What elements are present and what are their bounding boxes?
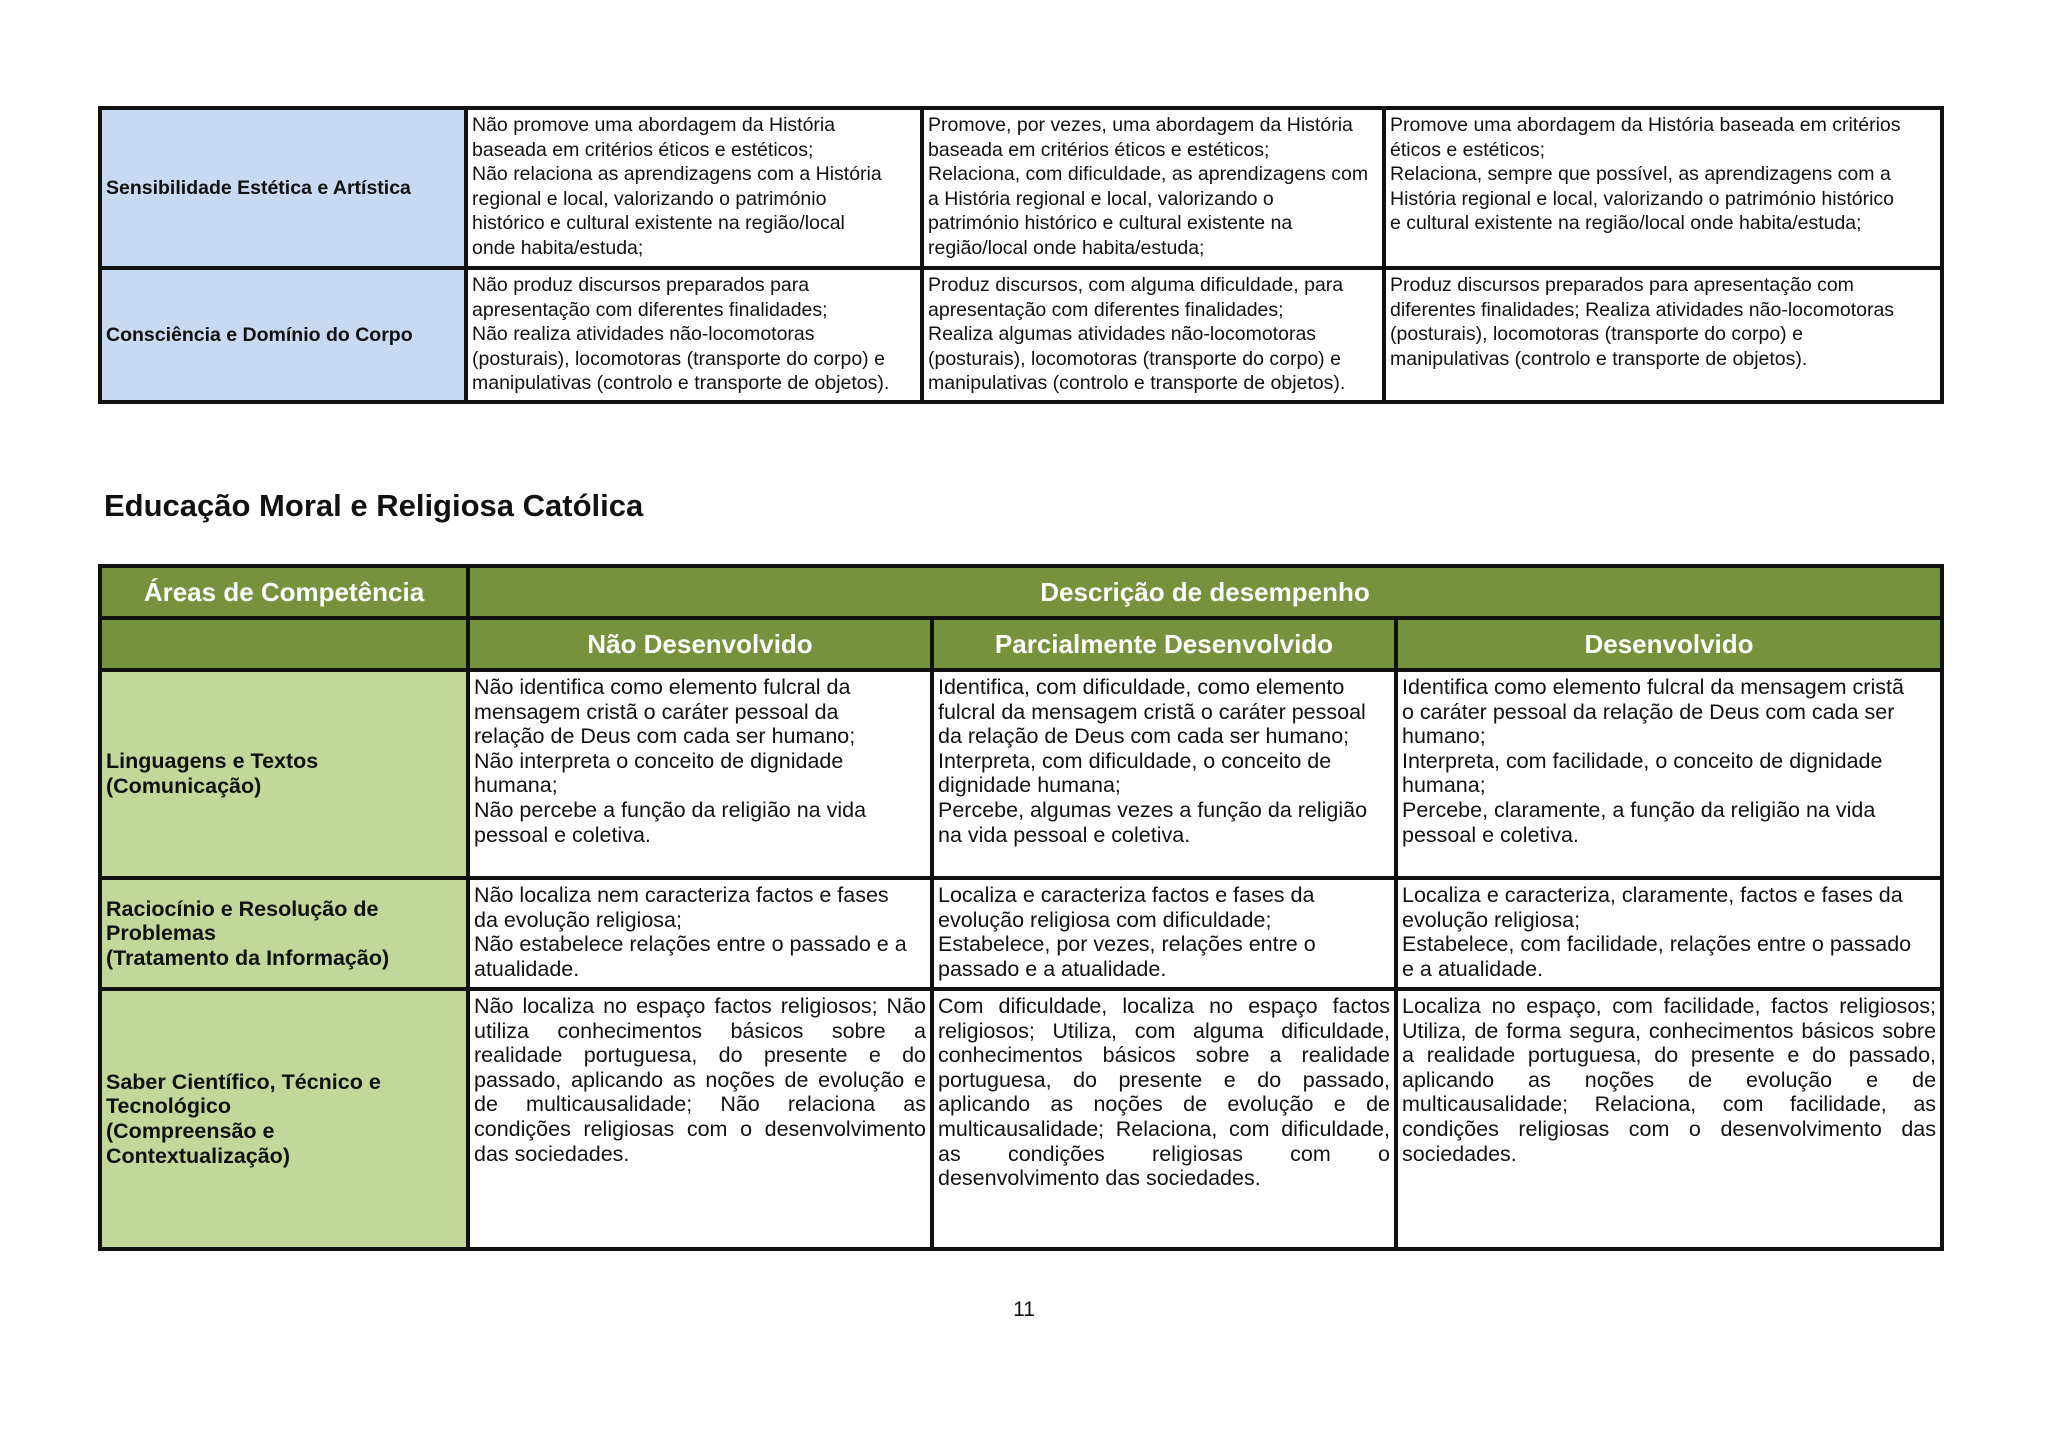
area-label: Saber Científico, Técnico e Tecnológico (Compreensão e Contextualização) — [100, 989, 468, 1249]
levels-row — [100, 618, 1942, 670]
competency-table-continued — [98, 106, 1944, 404]
developed-cell: Localiza no espaço, com facilidade, factos religiosos; Utiliza, de forma segura, conhecimentos básicos sobre a realidade portuguesa, do presente e do passado, aplicando as noções de evolução e de multicausalidade; Relaciona, com facilidade, as condições religiosas com o desenvolvimento das sociedades. — [1396, 989, 1942, 1249]
table-row — [100, 268, 1942, 402]
partially-developed-cell: Produz discursos, com alguma dificuldade, para apresentação com diferentes finalidades; Realiza algumas atividades não-locomotoras (posturais), locomotoras (transporte do corpo) e manipulativas (controlo e transporte de objetos). — [922, 268, 1384, 402]
developed-cell: Localiza e caracteriza, claramente, factos e fases da evolução religiosa; Estabelece, com facilidade, relações entre o passado e a atualidade. — [1396, 878, 1942, 989]
section-title: Educação Moral e Religiosa Católica — [104, 488, 644, 523]
empty-header — [100, 618, 468, 670]
table-row — [100, 878, 1942, 989]
not-developed-cell: Não promove uma abordagem da História baseada em critérios éticos e estéticos; Não relaciona as aprendizagens com a História regional e local, valorizando o património histórico e cultural existente na região/local onde habita/estuda; — [466, 108, 922, 268]
table-row — [100, 670, 1942, 878]
not-developed-cell: Não localiza no espaço factos religiosos; Não utiliza conhecimentos básicos sobre a realidade portuguesa, do presente e do passado, aplicando as noções de evolução e de multicausalidade; Não relaciona as condições religiosas com o desenvolvimento das sociedades. — [468, 989, 932, 1249]
level-not-developed: Não Desenvolvido — [468, 618, 932, 670]
partially-developed-cell: Identifica, com dificuldade, como elemento fulcral da mensagem cristã o caráter pessoal da relação de Deus com cada ser humano; Interpreta, com dificuldade, o conceito de dignidade humana; Percebe, algumas vezes a função da religião na vida pessoal e coletiva. — [932, 670, 1396, 878]
partially-developed-cell: Promove, por vezes, uma abordagem da História baseada em critérios éticos e estéticos; Relaciona, com dificuldade, as aprendizagens com a História regional e local, valorizando o património histórico e cultural existente na região/local onde habita/estuda; — [922, 108, 1384, 268]
developed-cell: Produz discursos preparados para apresentação com diferentes finalidades; Realiza atividades não-locomotoras (posturais), locomotoras (transporte do corpo) e manipulativas (controlo e transporte de objetos). — [1384, 268, 1942, 402]
areas-header: Áreas de Competência — [100, 566, 468, 618]
developed-cell: Identifica como elemento fulcral da mensagem cristã o caráter pessoal da relação de Deus com cada ser humano; Interpreta, com facilidade, o conceito de dignidade humana; Percebe, claramente, a função da religião na vida pessoal e coletiva. — [1396, 670, 1942, 878]
area-label: Linguagens e Textos (Comunicação) — [100, 670, 468, 878]
not-developed-cell: Não produz discursos preparados para apresentação com diferentes finalidades; Não realiza atividades não-locomotoras (posturais), locomotoras (transporte do corpo) e manipulativas (controlo e transporte de objetos). — [466, 268, 922, 402]
not-developed-cell: Não identifica como elemento fulcral da mensagem cristã o caráter pessoal da relação de Deus com cada ser humano; Não interpreta o conceito de dignidade humana; Não percebe a função da religião na vida pessoal e coletiva. — [468, 670, 932, 878]
partially-developed-cell: Com dificuldade, localiza no espaço factos religiosos; Utiliza, com alguma dificuldade, conhecimentos básicos sobre a realidade portuguesa, do presente e do passado, aplicando as noções de evolução e de multicausalidade; Relaciona, com dificuldade, as condições religiosas com o desenvolvimento das sociedades. — [932, 989, 1396, 1249]
header-row — [100, 566, 1942, 618]
area-label: Raciocínio e Resolução de Problemas (Tratamento da Informação) — [100, 878, 468, 989]
level-partially-developed: Parcialmente Desenvolvido — [932, 618, 1396, 670]
developed-cell: Promove uma abordagem da História baseada em critérios éticos e estéticos; Relaciona, sempre que possível, as aprendizagens com a História regional e local, valorizando o património histórico e cultural existente na região/local onde habita/estuda; — [1384, 108, 1942, 268]
not-developed-cell: Não localiza nem caracteriza factos e fases da evolução religiosa; Não estabelece relações entre o passado e a atualidade. — [468, 878, 932, 989]
page-number: 11 — [1013, 1298, 1035, 1321]
emrc-competency-table — [98, 564, 1944, 1251]
description-header: Descrição de desempenho — [468, 566, 1942, 618]
table-row — [100, 989, 1942, 1249]
level-developed: Desenvolvido — [1396, 618, 1942, 670]
table-row — [100, 108, 1942, 268]
partially-developed-cell: Localiza e caracteriza factos e fases da evolução religiosa com dificuldade; Estabelece, por vezes, relações entre o passado e a atualidade. — [932, 878, 1396, 989]
area-label: Sensibilidade Estética e Artística — [100, 108, 466, 268]
area-label: Consciência e Domínio do Corpo — [100, 268, 466, 402]
